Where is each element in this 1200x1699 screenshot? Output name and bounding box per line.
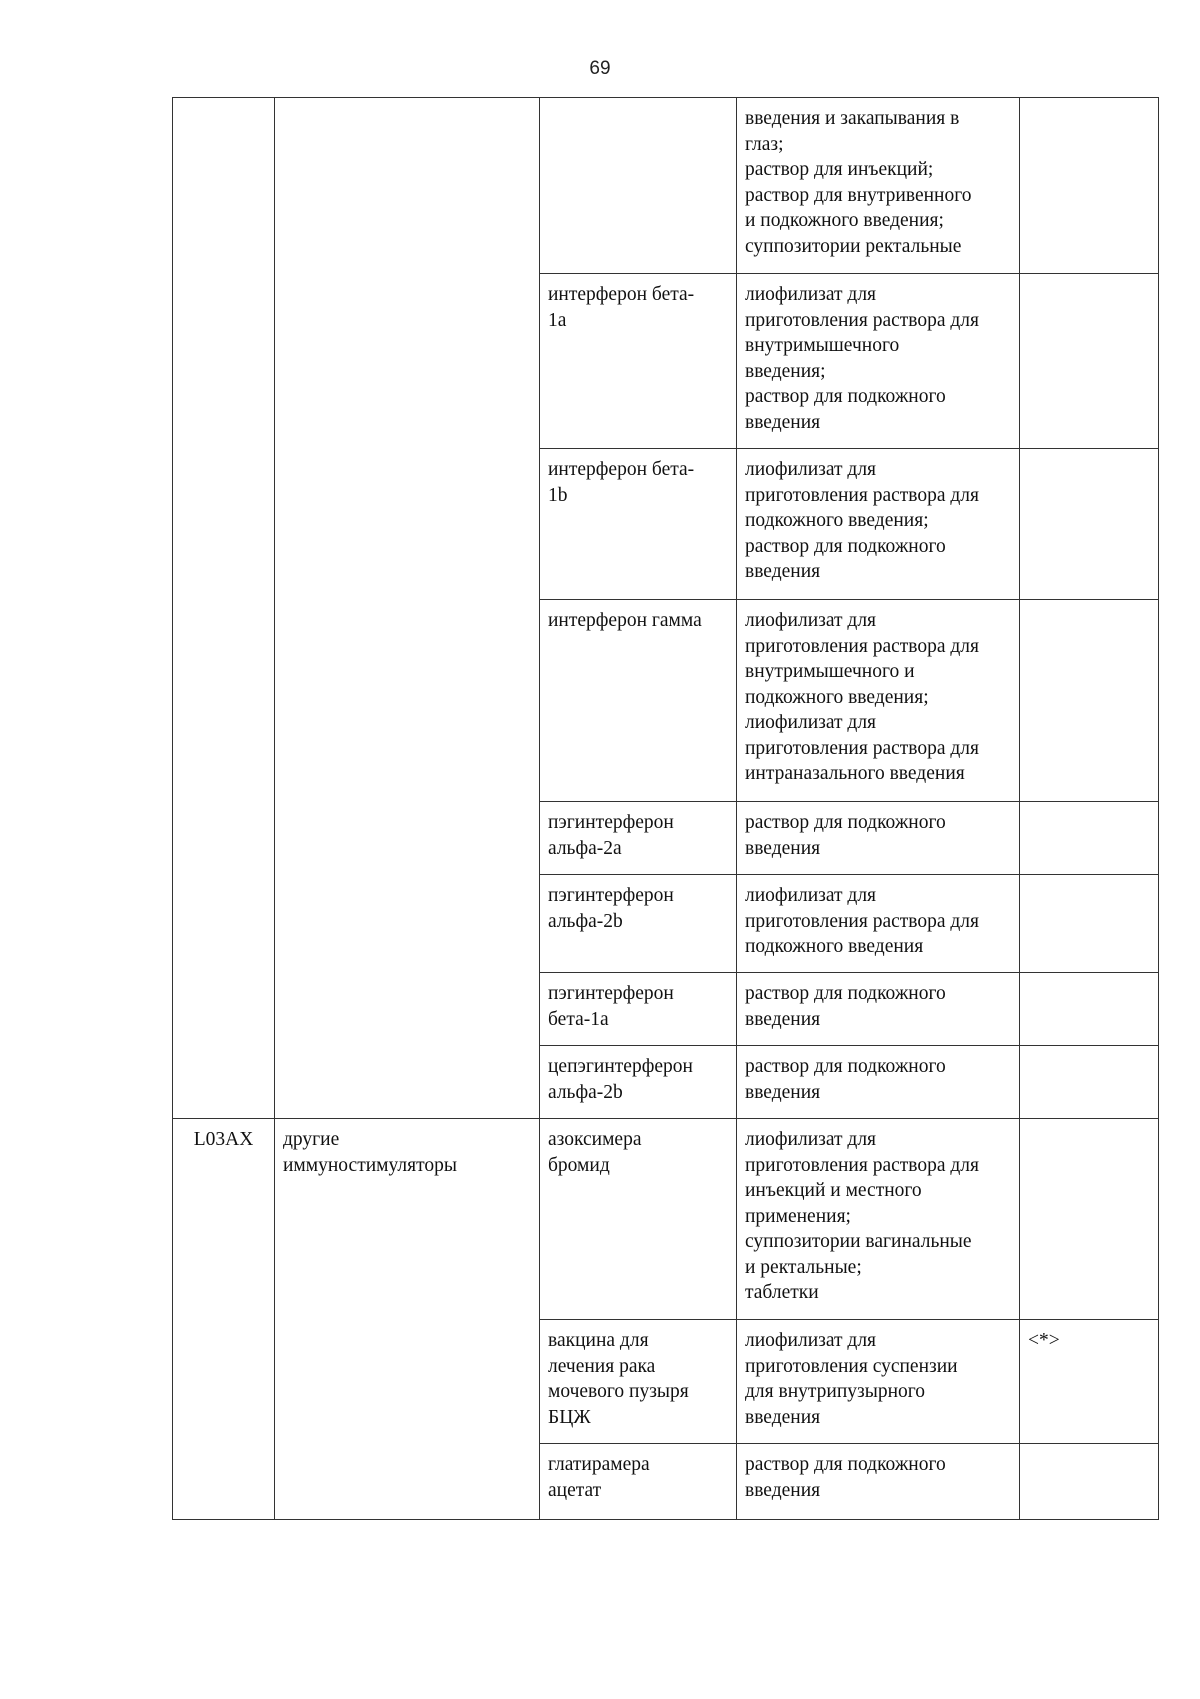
note-cell: [1020, 274, 1159, 449]
drug-name-cell: вакцина для лечения рака мочевого пузыря БЦЖ: [540, 1320, 737, 1444]
note-cell: [1020, 973, 1159, 1046]
drug-name-cell: пэгинтерферон альфа-2b: [540, 875, 737, 973]
drug-name-cell: [540, 98, 737, 274]
dosage-form-cell: лиофилизат для приготовления раствора для внутримышечного введения; раствор для подкожного введения: [737, 274, 1020, 449]
note-cell: [1020, 1119, 1159, 1320]
atc-code-cell: L03AX: [173, 1119, 275, 1520]
page-number: 69: [589, 58, 611, 79]
drug-name-cell: пэгинтерферон альфа-2a: [540, 802, 737, 875]
table-row: [173, 1119, 1159, 1320]
dosage-form-cell: лиофилизат для приготовления суспензии для внутрипузырного введения: [737, 1320, 1020, 1444]
dosage-form-cell: лиофилизат для приготовления раствора для подкожного введения; раствор для подкожного введения: [737, 449, 1020, 600]
atc-code-cell: [173, 98, 275, 1119]
note-cell: [1020, 600, 1159, 802]
dosage-form-cell: раствор для подкожного введения: [737, 802, 1020, 875]
dosage-form-cell: раствор для подкожного введения: [737, 1444, 1020, 1520]
drug-name-cell: интерферон бета- 1a: [540, 274, 737, 449]
note-cell: [1020, 1444, 1159, 1520]
drug-name-cell: азоксимера бромид: [540, 1119, 737, 1320]
note-cell: <*>: [1020, 1320, 1159, 1444]
drug-name-cell: пэгинтерферон бета-1a: [540, 973, 737, 1046]
note-cell: [1020, 1046, 1159, 1119]
drug-name-cell: глатирамера ацетат: [540, 1444, 737, 1520]
drug-name-cell: интерферон гамма: [540, 600, 737, 802]
dosage-form-cell: введения и закапывания в глаз; раствор для инъекций; раствор для внутривенного и подкожного введения; суппозитории ректальные: [737, 98, 1020, 274]
note-cell: [1020, 802, 1159, 875]
note-cell: [1020, 449, 1159, 600]
drug-name-cell: интерферон бета- 1b: [540, 449, 737, 600]
group-name-cell: [275, 98, 540, 1119]
group-name-cell: другие иммуностимуляторы: [275, 1119, 540, 1520]
dosage-form-cell: лиофилизат для приготовления раствора для подкожного введения: [737, 875, 1020, 973]
note-cell: [1020, 875, 1159, 973]
dosage-form-cell: раствор для подкожного введения: [737, 973, 1020, 1046]
drug-name-cell: цепэгинтерферон альфа-2b: [540, 1046, 737, 1119]
dosage-form-cell: лиофилизат для приготовления раствора для внутримышечного и подкожного введения; лиофилизат для приготовления раствора для интраназального введения: [737, 600, 1020, 802]
note-cell: [1020, 98, 1159, 274]
table-row: [173, 98, 1159, 274]
dosage-form-cell: лиофилизат для приготовления раствора для инъекций и местного применения; суппозитории вагинальные и ректальные; таблетки: [737, 1119, 1020, 1320]
drug-list-table: [172, 97, 1159, 1520]
dosage-form-cell: раствор для подкожного введения: [737, 1046, 1020, 1119]
